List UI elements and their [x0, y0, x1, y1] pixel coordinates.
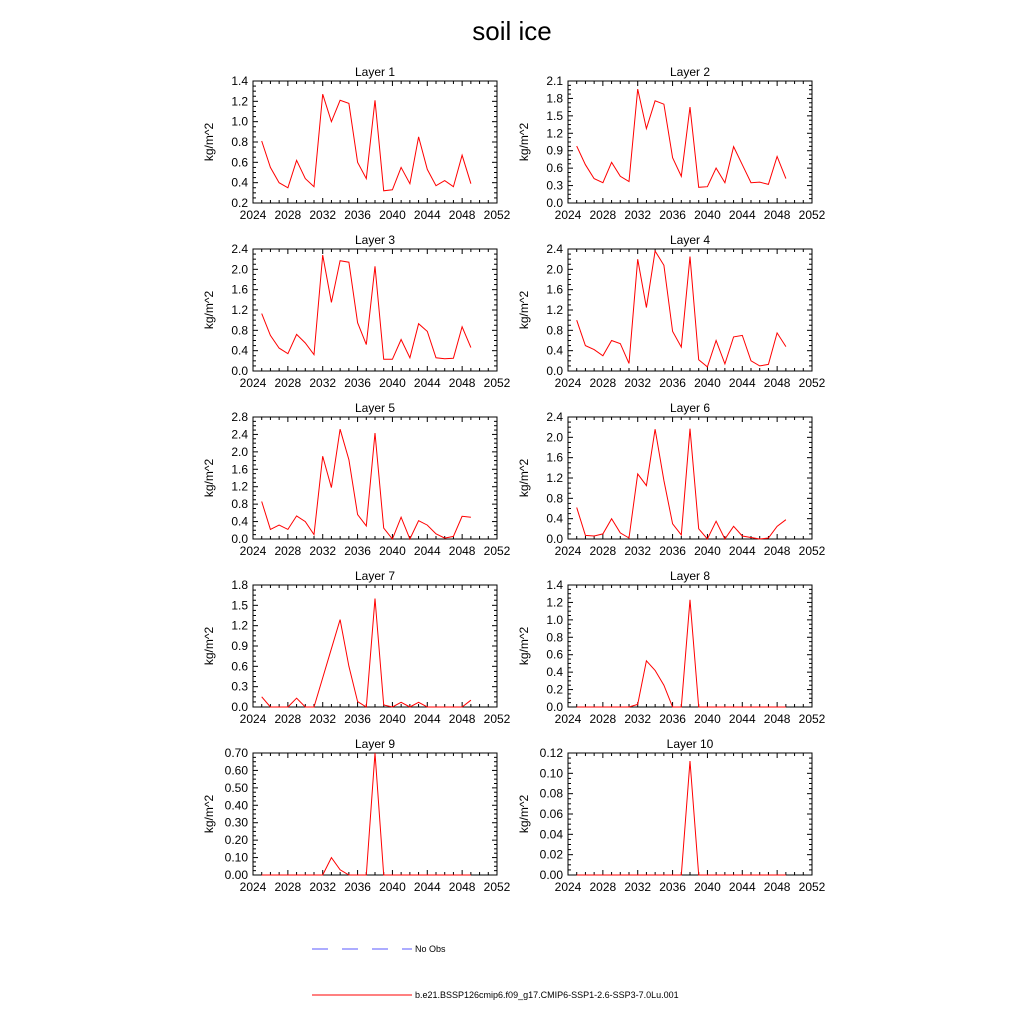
- y-tick-label: 1.4: [231, 74, 248, 88]
- x-tick-label: 2040: [379, 544, 406, 558]
- panel-layer-7: [202, 569, 511, 726]
- y-tick-label: 0.00: [539, 868, 563, 882]
- y-tick-label: 0.8: [231, 497, 248, 512]
- x-tick-label: 2040: [694, 376, 721, 390]
- series-line: [262, 599, 471, 707]
- y-axis-label: kg/m^2: [202, 794, 216, 834]
- plot-frame: [568, 417, 812, 539]
- y-tick-label: 0.0: [546, 196, 563, 210]
- y-axis-label: kg/m^2: [202, 626, 216, 666]
- x-tick-label: 2052: [483, 880, 511, 894]
- y-tick-label: 0.02: [539, 847, 563, 862]
- y-tick-label: 0.3: [546, 178, 563, 193]
- x-tick-label: 2032: [624, 376, 652, 390]
- series-line: [262, 753, 471, 875]
- x-tick-label: 2024: [554, 880, 582, 894]
- y-tick-label: 0.0: [546, 532, 563, 546]
- x-tick-label: 2044: [413, 712, 441, 726]
- y-tick-label: 0.4: [231, 343, 248, 358]
- x-tick-label: 2024: [239, 376, 267, 390]
- y-tick-label: 1.2: [546, 471, 563, 485]
- x-tick-label: 2048: [448, 544, 476, 558]
- page-title: soil ice: [472, 16, 552, 46]
- x-tick-label: 2040: [379, 880, 406, 894]
- y-tick-label: 0.2: [231, 196, 248, 210]
- panel-title: Layer 5: [354, 401, 396, 415]
- x-tick-label: 2028: [589, 544, 617, 558]
- plot-frame: [568, 753, 812, 875]
- y-tick-label: 0.9: [231, 639, 248, 653]
- plot-frame: [253, 753, 497, 875]
- y-tick-label: 1.6: [231, 462, 248, 477]
- y-tick-label: 2.4: [546, 410, 563, 424]
- panel-layer-4: [517, 233, 826, 390]
- y-tick-label: 2.0: [546, 430, 563, 445]
- x-tick-label: 2028: [589, 712, 617, 726]
- y-tick-label: 1.8: [546, 91, 563, 106]
- x-tick-label: 2036: [344, 376, 371, 390]
- panel-layer-10: [517, 737, 826, 894]
- x-tick-label: 2028: [274, 880, 302, 894]
- x-tick-label: 2036: [344, 544, 371, 558]
- x-tick-label: 2032: [624, 544, 652, 558]
- x-tick-label: 2032: [624, 880, 652, 894]
- x-tick-label: 2044: [728, 208, 756, 222]
- legend-obs-label: No Obs: [415, 944, 446, 954]
- y-tick-label: 2.4: [231, 242, 248, 256]
- x-tick-label: 2032: [624, 712, 652, 726]
- x-tick-label: 2028: [589, 376, 617, 390]
- x-tick-label: 2044: [413, 544, 441, 558]
- x-tick-label: 2040: [379, 376, 406, 390]
- x-tick-label: 2028: [274, 544, 302, 558]
- x-tick-label: 2024: [554, 208, 582, 222]
- y-tick-label: 0.04: [539, 827, 563, 842]
- x-tick-label: 2044: [728, 376, 756, 390]
- series-line: [577, 429, 786, 539]
- y-tick-label: 1.6: [231, 282, 248, 297]
- x-tick-label: 2024: [554, 712, 582, 726]
- panel-title: Layer 7: [354, 569, 396, 583]
- x-tick-label: 2040: [379, 208, 406, 222]
- y-axis-label: kg/m^2: [517, 122, 531, 162]
- x-tick-label: 2032: [309, 544, 337, 558]
- x-tick-label: 2032: [309, 712, 337, 726]
- y-tick-label: 0.2: [546, 682, 563, 697]
- y-tick-label: 2.0: [546, 262, 563, 277]
- y-tick-label: 2.4: [546, 242, 563, 256]
- panel-title: Layer 3: [354, 233, 396, 247]
- y-tick-label: 0.70: [224, 746, 248, 760]
- y-tick-label: 0.4: [231, 175, 248, 190]
- x-tick-label: 2044: [413, 376, 441, 390]
- y-tick-label: 0.6: [546, 161, 563, 176]
- y-tick-label: 0.60: [224, 763, 248, 778]
- x-tick-label: 2032: [309, 208, 337, 222]
- y-tick-label: 1.2: [546, 595, 563, 610]
- x-tick-label: 2052: [483, 712, 511, 726]
- x-tick-label: 2040: [694, 712, 721, 726]
- x-tick-label: 2052: [483, 376, 511, 390]
- x-tick-label: 2028: [274, 712, 302, 726]
- x-tick-label: 2044: [728, 544, 756, 558]
- y-tick-label: 0.0: [231, 700, 248, 714]
- y-tick-label: 2.1: [546, 74, 563, 88]
- x-tick-label: 2052: [798, 712, 826, 726]
- x-tick-label: 2028: [274, 376, 302, 390]
- y-axis-label: kg/m^2: [517, 794, 531, 834]
- x-tick-label: 2052: [798, 880, 826, 894]
- y-tick-label: 0.30: [224, 815, 248, 830]
- series-line: [577, 89, 786, 187]
- y-tick-label: 2.4: [231, 427, 248, 442]
- x-tick-label: 2028: [274, 208, 302, 222]
- panel-title: Layer 10: [666, 737, 714, 751]
- x-tick-label: 2032: [309, 376, 337, 390]
- x-tick-label: 2040: [694, 880, 721, 894]
- y-tick-label: 0.00: [224, 868, 248, 882]
- y-tick-label: 1.0: [546, 612, 563, 627]
- x-tick-label: 2028: [589, 880, 617, 894]
- panel-layer-5: [202, 401, 511, 558]
- y-tick-label: 0.8: [546, 491, 563, 506]
- series-line: [262, 429, 471, 539]
- y-axis-label: kg/m^2: [517, 626, 531, 666]
- y-tick-label: 1.2: [231, 303, 248, 317]
- panel-title: Layer 9: [354, 737, 396, 751]
- x-tick-label: 2052: [798, 208, 826, 222]
- panel-layer-6: [517, 401, 826, 558]
- y-tick-label: 0.0: [546, 364, 563, 378]
- y-tick-label: 0.4: [231, 514, 248, 529]
- y-tick-label: 0.8: [231, 323, 248, 338]
- x-tick-label: 2052: [483, 208, 511, 222]
- x-tick-label: 2048: [763, 880, 791, 894]
- x-tick-label: 2044: [728, 880, 756, 894]
- x-tick-label: 2040: [694, 544, 721, 558]
- y-tick-label: 0.4: [546, 511, 563, 526]
- x-tick-label: 2044: [413, 208, 441, 222]
- plot-frame: [568, 81, 812, 203]
- panel-layer-3: [202, 233, 511, 390]
- x-tick-label: 2036: [659, 376, 686, 390]
- y-axis-label: kg/m^2: [202, 122, 216, 162]
- y-tick-label: 1.2: [231, 94, 248, 109]
- series-line: [577, 600, 786, 707]
- panel-layer-1: [202, 65, 511, 222]
- x-tick-label: 2048: [448, 376, 476, 390]
- y-tick-label: 1.2: [546, 303, 563, 317]
- y-tick-label: 1.5: [546, 108, 563, 123]
- x-tick-label: 2040: [694, 208, 721, 222]
- y-tick-label: 1.5: [231, 598, 248, 613]
- y-axis-label: kg/m^2: [202, 458, 216, 498]
- x-tick-label: 2036: [344, 208, 371, 222]
- panel-layer-9: [202, 737, 511, 894]
- panel-title: Layer 8: [669, 569, 711, 583]
- panel-title: Layer 1: [354, 65, 396, 79]
- x-tick-label: 2048: [763, 544, 791, 558]
- x-tick-label: 2024: [239, 208, 267, 222]
- x-tick-label: 2036: [659, 712, 686, 726]
- y-tick-label: 0.8: [546, 323, 563, 338]
- x-tick-label: 2048: [763, 712, 791, 726]
- y-tick-label: 0.0: [231, 532, 248, 546]
- y-tick-label: 2.8: [231, 410, 248, 424]
- y-tick-label: 1.6: [546, 282, 563, 297]
- y-tick-label: 0.06: [539, 807, 563, 821]
- x-tick-label: 2048: [448, 712, 476, 726]
- x-tick-label: 2040: [379, 712, 406, 726]
- y-tick-label: 0.0: [546, 700, 563, 714]
- x-tick-label: 2048: [763, 376, 791, 390]
- y-tick-label: 0.6: [231, 155, 248, 170]
- y-tick-label: 0.10: [224, 850, 248, 865]
- y-tick-label: 0.8: [546, 630, 563, 645]
- x-tick-label: 2028: [589, 208, 617, 222]
- y-tick-label: 1.6: [546, 450, 563, 465]
- x-tick-label: 2024: [239, 544, 267, 558]
- y-tick-label: 0.10: [539, 766, 563, 781]
- y-axis-label: kg/m^2: [517, 290, 531, 330]
- y-tick-label: 0.0: [231, 364, 248, 378]
- y-tick-label: 2.0: [231, 262, 248, 277]
- series-line: [262, 255, 471, 359]
- x-tick-label: 2052: [798, 376, 826, 390]
- x-tick-label: 2048: [763, 208, 791, 222]
- y-tick-label: 0.08: [539, 786, 563, 801]
- y-tick-label: 0.8: [231, 135, 248, 149]
- legend-model-label: b.e21.BSSP126cmip6.f09_g17.CMIP6-SSP1-2.6-SSP3-7.0Lu.001: [415, 990, 679, 1000]
- panel-title: Layer 6: [669, 401, 711, 415]
- panel-title: Layer 4: [669, 233, 711, 247]
- legend: [312, 944, 679, 1000]
- y-tick-label: 0.6: [546, 647, 563, 662]
- y-tick-label: 1.2: [231, 479, 248, 494]
- x-tick-label: 2032: [309, 880, 337, 894]
- y-tick-label: 0.6: [231, 659, 248, 674]
- y-tick-label: 0.20: [224, 833, 248, 848]
- y-tick-label: 2.0: [231, 444, 248, 459]
- y-tick-label: 0.50: [224, 780, 248, 795]
- y-tick-label: 0.4: [546, 665, 563, 680]
- y-tick-label: 0.4: [546, 343, 563, 358]
- x-tick-label: 2024: [554, 376, 582, 390]
- y-tick-label: 1.2: [546, 126, 563, 141]
- y-axis-label: kg/m^2: [517, 458, 531, 498]
- x-tick-label: 2044: [413, 880, 441, 894]
- y-tick-label: 1.4: [546, 578, 563, 592]
- x-tick-label: 2036: [659, 880, 686, 894]
- x-tick-label: 2036: [659, 544, 686, 558]
- panel-layer-8: [517, 569, 826, 726]
- y-tick-label: 0.3: [231, 679, 248, 694]
- panel-layer-2: [517, 65, 826, 222]
- x-tick-label: 2036: [344, 712, 371, 726]
- x-tick-label: 2036: [659, 208, 686, 222]
- y-tick-label: 1.2: [231, 618, 248, 633]
- plot-frame: [253, 81, 497, 203]
- series-line: [577, 251, 786, 367]
- y-tick-label: 0.9: [546, 143, 563, 158]
- x-tick-label: 2024: [554, 544, 582, 558]
- x-tick-label: 2036: [344, 880, 371, 894]
- x-tick-label: 2048: [448, 880, 476, 894]
- y-tick-label: 1.0: [231, 114, 248, 129]
- y-tick-label: 0.40: [224, 798, 248, 813]
- y-tick-label: 0.12: [539, 746, 563, 760]
- y-axis-label: kg/m^2: [202, 290, 216, 330]
- x-tick-label: 2024: [239, 880, 267, 894]
- x-tick-label: 2032: [624, 208, 652, 222]
- panel-title: Layer 2: [669, 65, 711, 79]
- x-tick-label: 2024: [239, 712, 267, 726]
- series-line: [577, 761, 786, 875]
- x-tick-label: 2052: [483, 544, 511, 558]
- x-tick-label: 2044: [728, 712, 756, 726]
- x-tick-label: 2048: [448, 208, 476, 222]
- series-line: [262, 94, 471, 191]
- y-tick-label: 1.8: [231, 578, 248, 592]
- x-tick-label: 2052: [798, 544, 826, 558]
